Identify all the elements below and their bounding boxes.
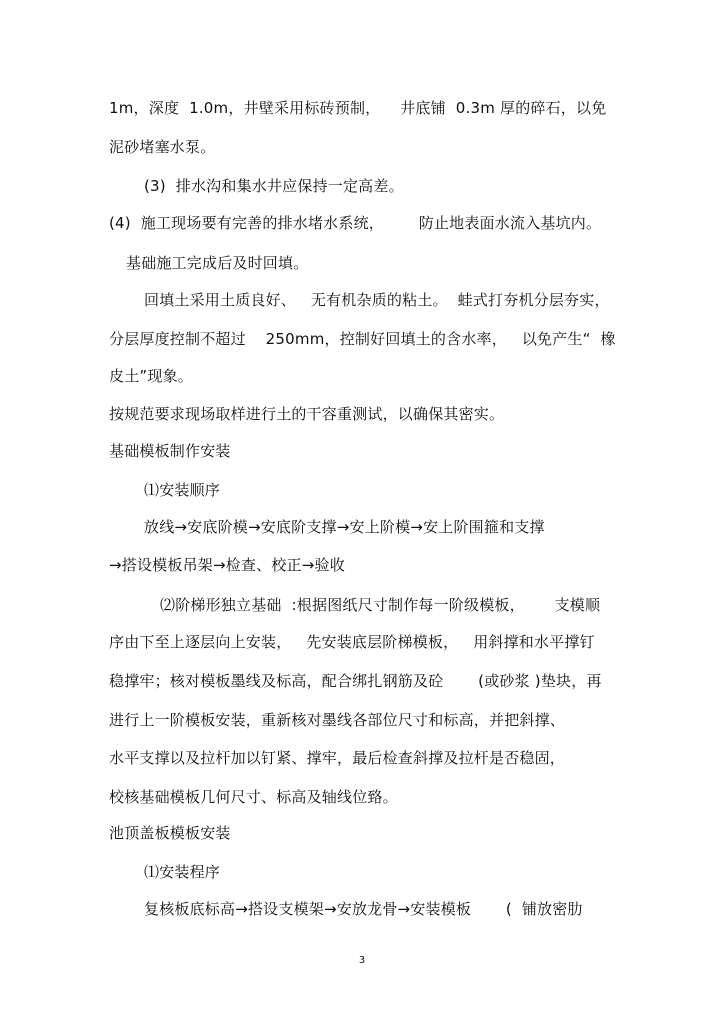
text-line-8: 皮土”现象。 (109, 367, 193, 385)
page-number: 3 (358, 955, 366, 966)
section-heading: 池顶盖板模板安装 (109, 824, 231, 842)
text-line-7: 分层厚度控制不超过 250mm，控制好回填土的含水率， 以免产生“ 橡 (109, 330, 616, 348)
text-line-17: 进行上一阶模板安装，重新核对墨线各部位尺寸和标高，并把斜撑、 (109, 711, 566, 729)
section-heading: 基础模板制作安装 (109, 442, 231, 460)
text-line-12: 放线→安底阶模→安底阶支撑→安上阶模→安上阶围箍和支撑 (144, 518, 545, 536)
subheading: ⑴安装顺序 (144, 481, 221, 499)
text-line-9: 按规范要求现场取样进行土的干容重测试，以确保其密实。 (109, 405, 505, 423)
text-line-5: 基础施工完成后及时回填。 (126, 254, 309, 272)
text-line-3: (3) 排水沟和集水井应保持一定高差。 (144, 177, 404, 195)
text-line-14: ⑵阶梯形独立基础 :根据图纸尺寸制作每一阶级模板， 支模顺 (160, 596, 601, 614)
text-line-2: 泥砂堵塞水泵。 (109, 138, 216, 156)
text-line-18: 水平支撑以及拉杆加以钉紧、撑牢，最后检查斜撑及拉杆是否稳固， (109, 749, 566, 767)
text-line-16: 稳撑牢；核对模板墨线及标高，配合绑扎钢筋及砼 (或砂浆 )垫块，再 (109, 672, 602, 690)
text-line-6: 回填土采用土质良好、 无有机杂质的粘土。 蛙式打夯机分层夯实， (144, 291, 610, 309)
subheading: ⑴安装程序 (144, 863, 221, 881)
text-line-4: (4) 施工现场要有完善的排水堵水系统， 防止地表面水流入基坑内。 (109, 214, 602, 232)
text-line-19: 校核基础模板几何尺寸、标高及轴线位臵。 (109, 788, 398, 806)
text-line-22: 复核板底标高→搭设支模架→安放龙骨→安装模板 ( 铺放密肋 (144, 900, 583, 918)
text-line-15: 序由下至上逐层向上安装， 先安装底层阶梯模板， 用斜撑和水平撑钉 (109, 633, 595, 651)
text-line-13: →搭设模板吊架→检查、校正→验收 (109, 556, 345, 574)
text-line-1: 1m，深度 1.0m，井壁采用标砖预制， 井底铺 0.3m 厚的碎石，以免 (109, 99, 607, 117)
